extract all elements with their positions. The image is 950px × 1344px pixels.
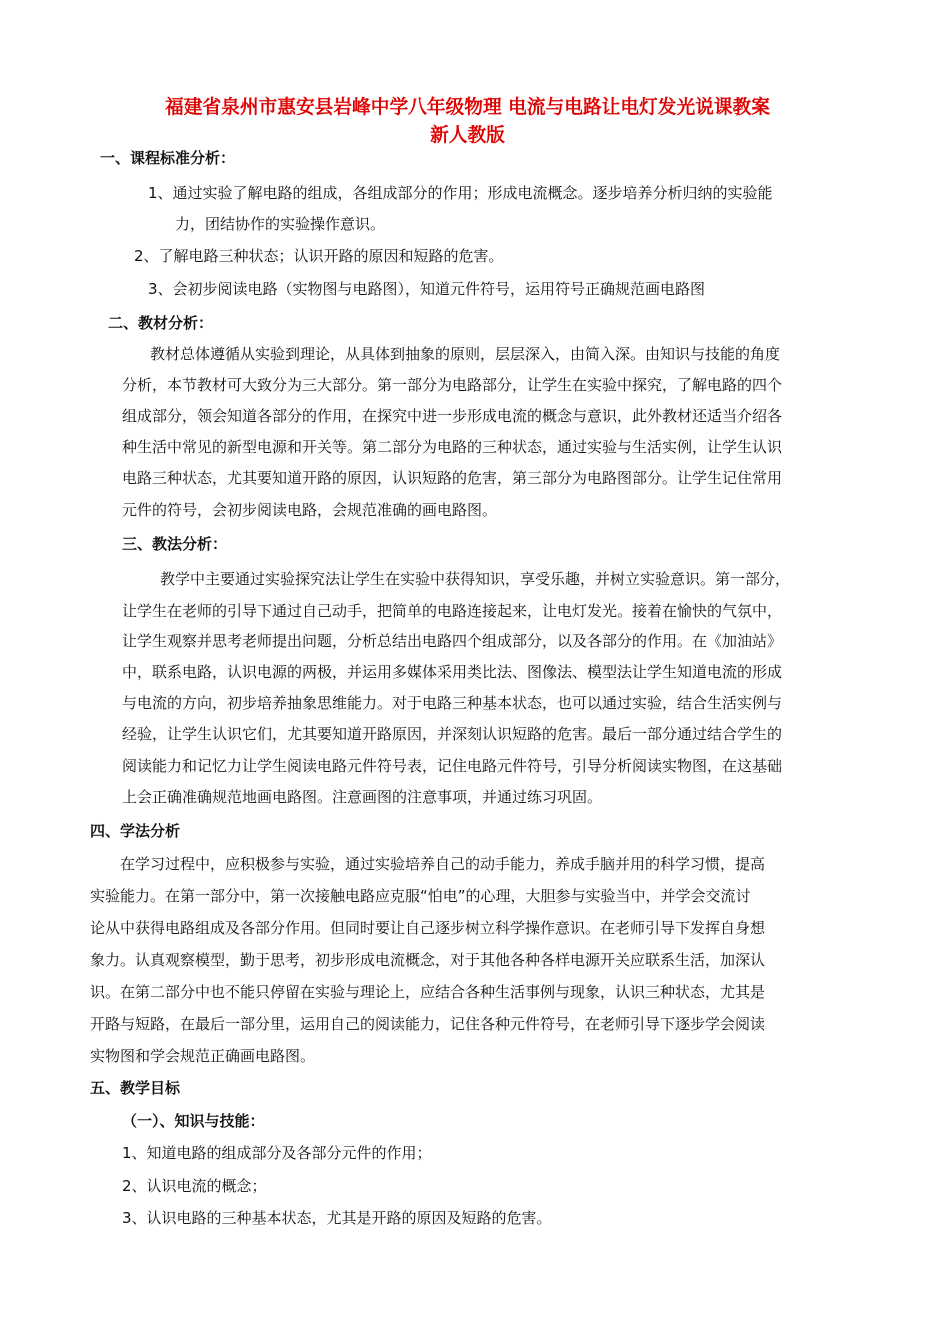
paragraph-line: 阅读能力和记忆力让学生阅读电路元件符号表，记住电路元件符号，引导分析阅读实物图，在这基础 (122, 757, 783, 775)
paragraph-line: 组成部分，领会知道各部分的作用，在探究中进一步形成电流的概念与意识，此外教材还适当介绍各 (122, 407, 783, 425)
paragraph-line: 力，团结协作的实验操作意识。 (175, 215, 386, 233)
paragraph-line: 让学生在老师的引导下通过自己动手，把简单的电路连接起来，让电灯发光。接着在愉快的气氛中， (122, 602, 783, 620)
list-item: 3、认识电路的三种基本状态，尤其是开路的原因及短路的危害。 (122, 1209, 552, 1227)
section-heading-textbook: 二、教材分析： (108, 314, 214, 332)
paragraph-line: 论从中获得电路组成及各部分作用。但同时要让自己逐步树立科学操作意识。在老师引导下发挥自身想 (90, 919, 766, 937)
paragraph-line: 与电流的方向，初步培养抽象思维能力。对于电路三种基本状态，也可以通过实验，结合生活实例与 (122, 694, 783, 712)
document-title-line-2: 新人教版 (430, 124, 505, 146)
paragraph-line: 元件的符号，会初步阅读电路，会规范准确的画电路图。 (122, 501, 498, 519)
paragraph-line: 教材总体遵循从实验到理论，从具体到抽象的原则，层层深入，由简入深。由知识与技能的角度 (150, 345, 781, 363)
paragraph-line: 象力。认真观察模型，勤于思考，初步形成电流概念，对于其他各种各样电源开关应联系生活，加深认 (90, 951, 766, 969)
paragraph-line: 实物图和学会规范正确画电路图。 (90, 1047, 316, 1065)
paragraph-line: 开路与短路，在最后一部分里，运用自己的阅读能力，记住各种元件符号，在老师引导下逐步学会阅读 (90, 1015, 766, 1033)
section-heading-teaching-method: 三、教法分析： (122, 535, 228, 553)
paragraph-line: 2、了解电路三种状态；认识开路的原因和短路的危害。 (134, 247, 504, 265)
paragraph-line: 上会正确准确规范地画电路图。注意画图的注意事项，并通过练习巩固。 (122, 788, 603, 806)
section-heading-curriculum: 一、课程标准分析： (100, 149, 236, 167)
paragraph-line: 经验，让学生认识它们，尤其要知道开路原因，并深刻认识短路的危害。最后一部分通过结合学生的 (122, 725, 783, 743)
paragraph-line: 分析，本节教材可大致分为三大部分。第一部分为电路部分，让学生在实验中探究，了解电路的四个 (122, 376, 783, 394)
paragraph-line: 实验能力。在第一部分中，第一次接触电路应克服“怕电”的心理，大胆参与实验当中，并学会交流讨 (90, 887, 751, 905)
paragraph-line: 1、通过实验了解电路的组成，各组成部分的作用；形成电流概念。逐步培养分析归纳的实验能 (148, 184, 773, 202)
paragraph-line: 种生活中常见的新型电源和开关等。第二部分为电路的三种状态，通过实验与生活实例，让学生认识 (122, 438, 783, 456)
paragraph-line: 让学生观察并思考老师提出问题，分析总结出电路四个组成部分，以及各部分的作用。在《加油站》 (122, 632, 783, 650)
paragraph-line: 电路三种状态，尤其要知道开路的原因，认识短路的危害，第三部分为电路图部分。让学生记住常用 (122, 469, 783, 487)
paragraph-line: 3、会初步阅读电路（实物图与电路图），知道元件符号，运用符号正确规范画电路图 (148, 280, 706, 298)
paragraph-line: 识。在第二部分中也不能只停留在实验与理论上，应结合各种生活事例与现象，认识三种状态，尤其是 (90, 983, 766, 1001)
paragraph-line: 教学中主要通过实验探究法让学生在实验中获得知识，享受乐趣，并树立实验意识。第一部分， (160, 570, 791, 588)
paragraph-line: 中，联系电路，认识电源的两极，并运用多媒体采用类比法、图像法、模型法让学生知道电流的形成 (122, 663, 783, 681)
paragraph-line: 在学习过程中，应积极参与实验，通过实验培养自己的动手能力，养成手脑并用的科学习惯，提高 (120, 855, 766, 873)
document-title-line-1: 福建省泉州市惠安县岩峰中学八年级物理 电流与电路让电灯发光说课教案 (165, 96, 770, 118)
list-item: 1、知道电路的组成部分及各部分元件的作用； (122, 1144, 432, 1162)
section-heading-learning-method: 四、学法分析 (90, 822, 181, 840)
subsection-heading-knowledge-skills: （一）、知识与技能： (122, 1112, 265, 1130)
section-heading-teaching-goals: 五、教学目标 (90, 1079, 181, 1097)
list-item: 2、认识电流的概念； (122, 1177, 267, 1195)
